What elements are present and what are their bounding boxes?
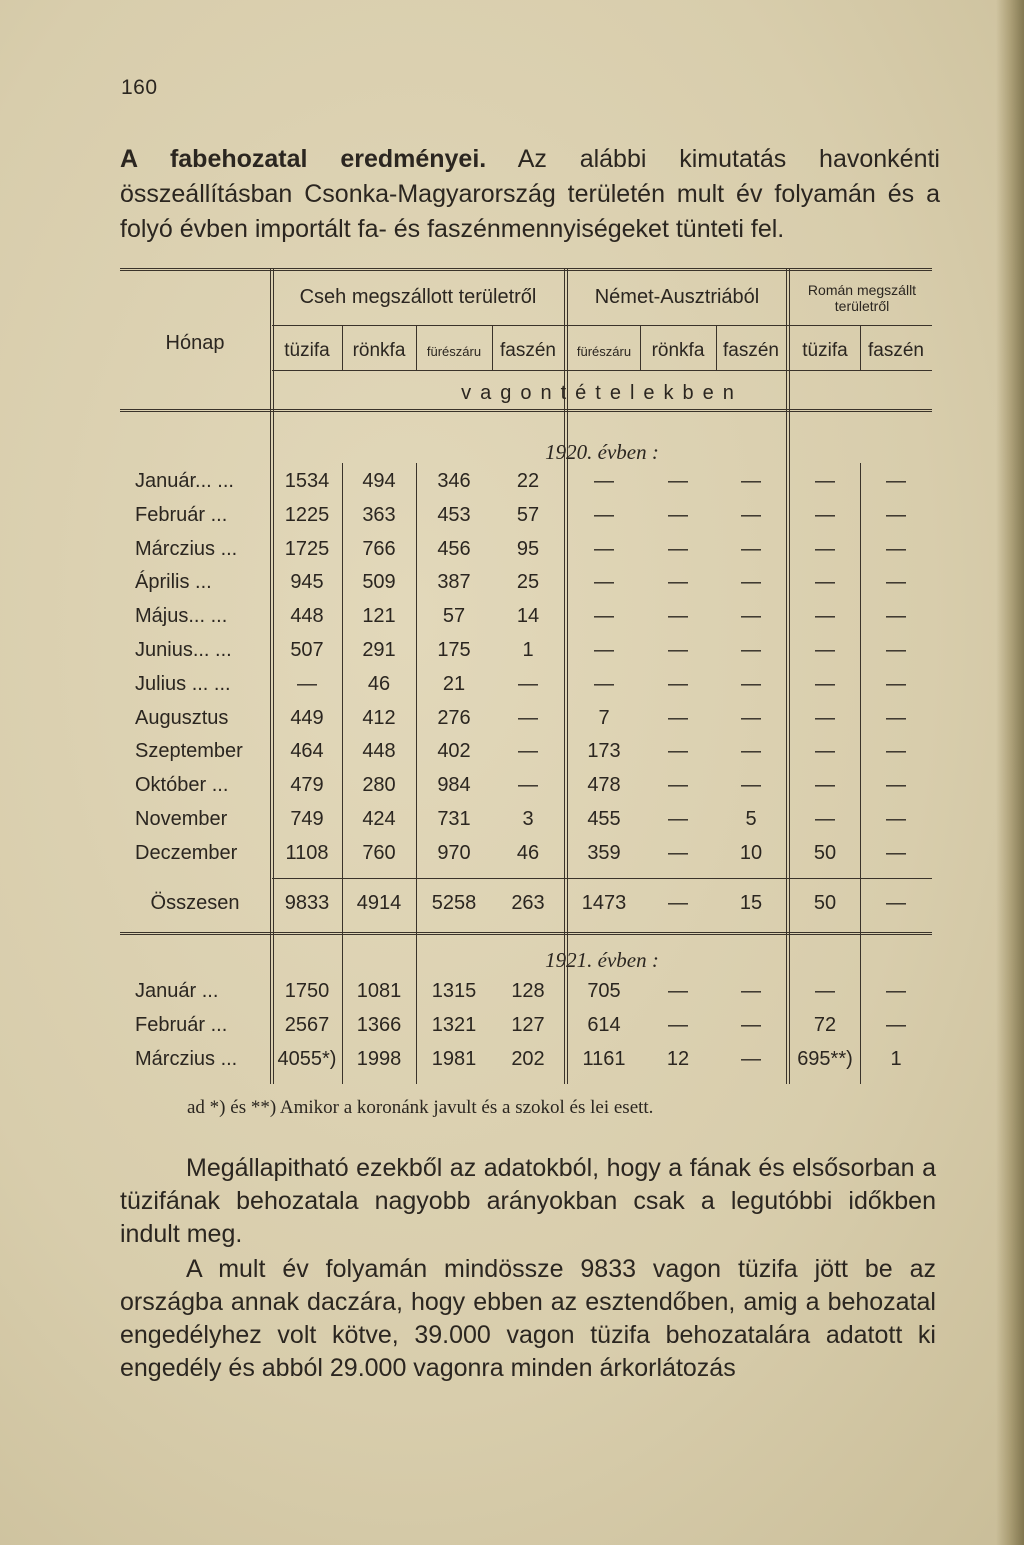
year-caption-1920: 1920. évben : [545,440,659,464]
table-row [120,838,932,872]
page-edge-shadow [996,0,1024,1545]
table-cell: 945 [290,571,324,594]
table-row [120,500,932,534]
table-cell: — [668,571,688,594]
table-cell: — [815,774,835,797]
table-cell: 1725 [284,537,330,560]
table-cell: 1315 [431,980,477,1002]
table-cell: — [815,537,835,560]
table-cell: — [886,706,906,729]
row-month-label: Január ... [135,980,219,1002]
table-cell: 731 [437,808,471,830]
table-cell: 507 [290,639,324,661]
row-month-label: Márczius ... [135,537,238,560]
import-table [120,268,932,1088]
table-cell: 2567 [284,1014,330,1036]
header-bottom-rule [120,409,932,412]
table-cell: 1 [522,639,534,661]
table-row [120,534,932,568]
table-cell: — [815,571,835,594]
table-cell: 1750 [284,980,330,1002]
table-cell: 464 [290,740,324,763]
table-cell: — [594,571,614,594]
table-cell: 72 [813,1014,837,1036]
intro-paragraph [120,142,940,247]
table-cell: — [741,672,761,695]
table-cell: 5258 [431,892,477,914]
table-cell: 202 [511,1048,545,1070]
col-header: fürészáru [426,344,482,359]
table-cell: 749 [290,808,324,830]
page-number: 160 [121,76,158,99]
table-row [120,804,932,838]
table-cell: 25 [516,571,540,594]
body-paragraph: Megállapitható ezekből az adatokból, hogy a fának és elsősorban a tüzifának behozatala nagyobb arányokban csak a legutóbbi időkben indult meg. [120,1154,936,1248]
table-top-rule [120,268,932,271]
table-cell: 95 [516,537,540,560]
col-header: tüzifa [802,340,848,361]
table-cell: 57 [516,503,540,526]
col-header: rönkfa [352,340,406,361]
table-cell: 766 [362,537,396,560]
table-cell: — [886,774,906,797]
table-cell: 46 [367,672,391,695]
table-cell: — [741,470,761,492]
table-cell: — [886,470,906,492]
table-cell: — [668,503,688,526]
header-column-rule [272,370,932,371]
row-month-label: Január... ... [135,470,234,492]
table-cell: — [886,571,906,594]
table-cell: — [594,470,614,492]
table-cell: 1473 [581,892,627,914]
body-text [120,1152,936,1385]
row-month-label: Február ... [135,503,228,526]
table-cell: — [815,639,835,661]
row-month-label: Junius... ... [135,639,232,661]
table-cell: 363 [362,503,396,526]
table-cell: 1161 [582,1048,626,1070]
table-cell: 1108 [285,841,329,864]
table-cell: 14 [516,605,540,628]
table-cell: 50 [813,892,837,914]
units-caption: vagontételekben [461,382,743,404]
table-row [120,736,932,770]
table-cell: 15 [739,892,763,914]
table-cell: 128 [511,980,545,1002]
table-cell: 12 [666,1048,690,1070]
table-cell: 263 [511,892,545,914]
month-header: Hónap [165,332,225,354]
col-header: fürészáru [576,344,632,359]
row-month-label: Február ... [135,1014,228,1036]
table-cell: — [668,740,688,763]
table-cell: — [741,1014,761,1036]
table-cell: 402 [437,740,471,763]
table-cell: 614 [587,1014,621,1036]
body-paragraph: A mult év folyamán mindössze 9833 vagon tüzifa jött be az országba annak daczára, hogy ebben az esztendőben, amig a behozatal engedélyhez volt kötve, 39.000 vagon tüzifa behozatalára adatott ki engedély és abból 29.000 vagonra minden árkorlátozás [120,1255,936,1382]
table-cell: 478 [587,774,621,797]
table-cell: 509 [362,571,396,594]
table-cell: — [668,639,688,661]
table-cell: 291 [362,639,396,661]
table-cell: 456 [437,537,471,560]
row-month-label: Deczember [135,841,238,864]
table-cell: — [886,639,906,661]
table-cell: 424 [362,808,396,830]
col-header: rönkfa [651,340,705,361]
table-cell: — [886,672,906,695]
row-month-label: Augusztus [135,706,229,729]
table-cell: 22 [516,470,540,492]
table-cell: — [594,605,614,628]
table-cell: 479 [290,774,324,797]
total-row [120,888,932,922]
row-month-label: Julius ... ... [135,672,231,695]
table-cell: 448 [290,605,324,628]
row-month-label: Márczius ... [135,1048,238,1070]
row-month-label: Összesen [150,892,240,914]
table-cell: — [886,1014,906,1036]
col-header: faszén [868,340,924,361]
table-row [120,466,932,500]
row-month-label: Május... ... [135,605,228,628]
table-cell: — [886,808,906,830]
row-month-label: Április ... [135,571,212,594]
total-bottom-rule [120,932,932,935]
table-cell: — [815,605,835,628]
table-cell: 695**) [797,1048,853,1070]
group-header-nemet: Német-Ausztriából [594,286,760,308]
table-cell: — [741,503,761,526]
total-top-rule [272,878,932,879]
table-cell: — [668,892,688,914]
table-cell: — [518,672,538,695]
table-cell: — [668,808,688,830]
table-cell: — [815,740,835,763]
table-cell: 173 [587,740,621,763]
table-row [120,601,932,635]
footnote: ad *) és **) Amikor a koronánk javult és a szokol és lei esett. [187,1097,654,1118]
table-cell: — [815,503,835,526]
table-cell: — [668,706,688,729]
table-cell: — [594,537,614,560]
table-cell: — [815,808,835,830]
table-cell: 1 [890,1048,902,1070]
table-cell: 453 [437,503,471,526]
table-cell: 346 [437,470,471,492]
row-month-label: Szeptember [135,740,243,763]
table-cell: — [668,672,688,695]
table-cell: — [741,1048,761,1070]
table-cell: 121 [362,605,396,628]
table-cell: 57 [442,605,466,628]
table-cell: — [886,503,906,526]
table-cell: — [741,740,761,763]
row-month-label: Október ... [135,774,229,797]
table-row [120,976,932,1010]
table-row [120,703,932,737]
table-cell: 449 [290,706,324,729]
table-cell: 276 [437,706,471,729]
table-row [120,635,932,669]
table-cell: — [886,892,906,914]
table-cell: 448 [362,740,396,763]
table-cell: — [741,537,761,560]
table-cell: — [741,639,761,661]
intro-text: Az alábbi kimutatás havonkénti összeállításban Csonka-Magyarország területén mult év folyamán és a folyó évben importált fa- és faszénmennyiségeket tünteti fel. [120,145,940,243]
table-cell: 9833 [284,892,330,914]
table-cell: 3 [522,808,534,830]
table-cell: — [518,774,538,797]
table-cell: — [815,980,835,1002]
table-row [120,567,932,601]
table-cell: 127 [511,1014,545,1036]
table-cell: 4914 [356,892,402,914]
table-cell: 50 [813,841,837,864]
table-cell: 10 [739,841,763,864]
table-cell: — [886,841,906,864]
table-cell: — [741,706,761,729]
table-cell: 7 [598,706,610,729]
table-row [120,1010,932,1044]
table-cell: — [668,470,688,492]
table-cell: — [668,841,688,864]
table-cell: 970 [437,841,471,864]
table-cell: — [297,672,317,695]
table-cell: — [594,672,614,695]
col-header: tüzifa [284,340,330,361]
table-cell: — [886,740,906,763]
table-cell: 494 [362,470,396,492]
table-cell: — [886,537,906,560]
table-cell: 387 [437,571,471,594]
header-group-rule [272,325,932,326]
table-cell: 984 [437,774,471,797]
table-cell: — [668,774,688,797]
col-header: faszén [723,340,779,361]
table-cell: — [518,740,538,763]
table-cell: — [815,470,835,492]
table-cell: — [594,503,614,526]
table-cell: 760 [362,841,396,864]
group-header-roman: Román megszállt területről [807,282,917,314]
table-cell: — [741,571,761,594]
table-cell: 1998 [356,1048,402,1070]
table-cell: — [518,706,538,729]
table-cell: 175 [437,639,471,661]
table-cell: — [886,980,906,1002]
table-cell: 21 [442,672,466,695]
table-cell: 46 [516,841,540,864]
table-cell: — [594,639,614,661]
table-cell: — [668,537,688,560]
table-cell: — [815,706,835,729]
table-cell: 359 [587,841,621,864]
table-cell: — [668,605,688,628]
table-cell: 705 [587,980,621,1002]
table-row [120,770,932,804]
table-cell: — [668,980,688,1002]
table-cell: 1081 [356,980,402,1002]
table-cell: 1366 [356,1014,402,1036]
table-cell: — [886,605,906,628]
group-header-cseh: Cseh megszállott területről [299,286,537,308]
table-cell: — [741,774,761,797]
table-cell: 4055*) [277,1048,337,1070]
table-cell: 455 [587,808,621,830]
table-cell: — [741,605,761,628]
row-month-label: November [135,808,228,830]
table-cell: 1981 [431,1048,477,1070]
intro-lead: A fabehozatal eredményei. [120,145,487,173]
table-cell: 1534 [284,470,330,492]
table-cell: — [815,672,835,695]
table-cell: — [741,980,761,1002]
table-cell: 412 [362,706,396,729]
table-cell: 280 [362,774,396,797]
table-cell: 5 [745,808,757,830]
table-row [120,669,932,703]
table-cell: 1225 [284,503,330,526]
year-caption-1921: 1921. évben : [545,948,659,972]
col-header: faszén [500,340,556,361]
table-cell: 1321 [431,1014,477,1036]
table-row [120,1044,932,1078]
table-cell: — [668,1014,688,1036]
